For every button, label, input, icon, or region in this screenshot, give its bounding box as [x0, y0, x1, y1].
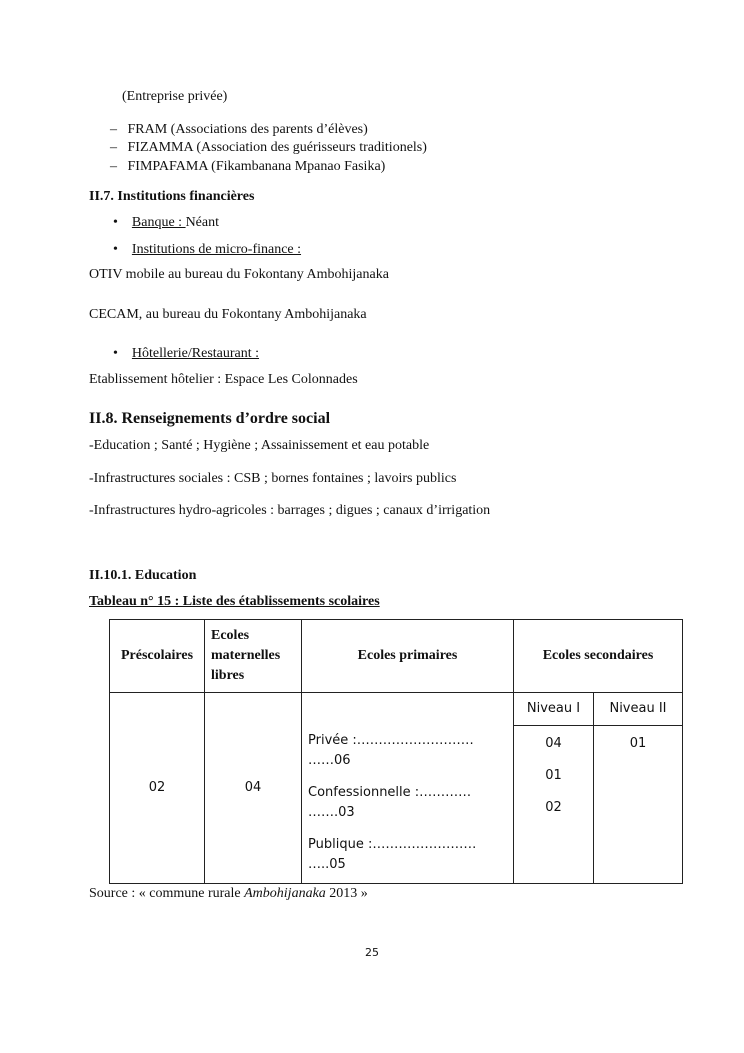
primaire-line: …….03 — [308, 805, 355, 820]
cell-niveau1 — [514, 726, 594, 884]
source-note — [89, 886, 368, 902]
cell-niveau2 — [594, 726, 683, 884]
subheader-niveau2: Niveau II — [594, 693, 683, 726]
header-maternelles: Ecoles maternelles libres — [205, 620, 302, 693]
list-item: – FIZAMMA (Association des guérisseurs traditionels) — [110, 140, 427, 155]
source-place: Ambohijanaka — [244, 886, 326, 901]
bullet-banque: • Banque : Néant — [113, 215, 219, 230]
list-item-text: FRAM (Associations des parents d’élèves) — [127, 122, 368, 137]
source-prefix: Source : « commune rurale — [89, 886, 245, 901]
primaire-line: Privée :……………………… — [308, 733, 474, 748]
micro-line-1: OTIV mobile au bureau du Fokontany Ambohijanaka — [89, 267, 389, 282]
table-header-row — [110, 620, 683, 693]
section-heading: II.7. Institutions financières — [89, 189, 255, 204]
source-suffix: 2013 » — [325, 886, 368, 901]
header-secondaires: Ecoles secondaires — [514, 620, 683, 693]
list-item-text: FIMPAFAMA (Fikambanana Mpanao Fasika) — [127, 159, 386, 174]
niveau1-value: 02 — [545, 800, 562, 815]
micro-line-2: CECAM, au bureau du Fokontany Ambohijanaka — [89, 307, 367, 322]
header-prescolaires: Préscolaires — [110, 620, 205, 693]
cell-prescolaires: 02 — [110, 693, 205, 884]
section-heading: II.8. Renseignements d’ordre social — [89, 410, 331, 427]
hotel-label: Hôtellerie/Restaurant : — [131, 346, 260, 361]
page-number: 25 — [365, 946, 379, 959]
primaire-line: …..05 — [308, 857, 346, 872]
primaire-line: Confessionnelle :………… — [308, 785, 472, 800]
bullet-hotel: • Hôtellerie/Restaurant : — [113, 346, 260, 361]
social-line: -Education ; Santé ; Hygiène ; Assainissement et eau potable — [89, 438, 430, 453]
niveau2-value: 01 — [629, 736, 647, 751]
list-item: – FRAM (Associations des parents d’élèves) — [110, 122, 368, 137]
header-primaires: Ecoles primaires — [302, 620, 514, 693]
intro-text: (Entreprise privée) — [122, 89, 228, 104]
list-item-text: FIZAMMA (Association des guérisseurs traditionels) — [127, 140, 427, 155]
table-row — [110, 693, 683, 726]
banque-value: Néant — [185, 215, 219, 230]
list-item: – FIMPAFAMA (Fikambanana Mpanao Fasika) — [110, 159, 386, 174]
table-caption: Tableau n° 15 : Liste des établissements scolaires — [89, 594, 380, 609]
primaire-line: ……06 — [308, 753, 351, 768]
section-heading: II.10.1. Education — [89, 568, 197, 583]
schools-table — [109, 619, 683, 884]
primaire-line: Publique :…………………… — [308, 837, 477, 852]
banque-label: Banque : — [131, 215, 186, 230]
bullet-micro: • Institutions de micro-finance : — [113, 242, 302, 257]
hotel-value: Etablissement hôtelier : Espace Les Colonnades — [89, 372, 358, 387]
micro-label: Institutions de micro-finance : — [131, 242, 302, 257]
cell-maternelles: 04 — [205, 693, 302, 884]
niveau1-value: 01 — [545, 768, 562, 783]
niveau1-value: 04 — [545, 736, 562, 751]
social-line: -Infrastructures sociales : CSB ; bornes fontaines ; lavoirs publics — [89, 471, 457, 486]
social-line: -Infrastructures hydro-agricoles : barrages ; digues ; canaux d’irrigation — [89, 503, 491, 518]
subheader-niveau1: Niveau I — [514, 693, 594, 726]
cell-primaires — [302, 693, 514, 884]
